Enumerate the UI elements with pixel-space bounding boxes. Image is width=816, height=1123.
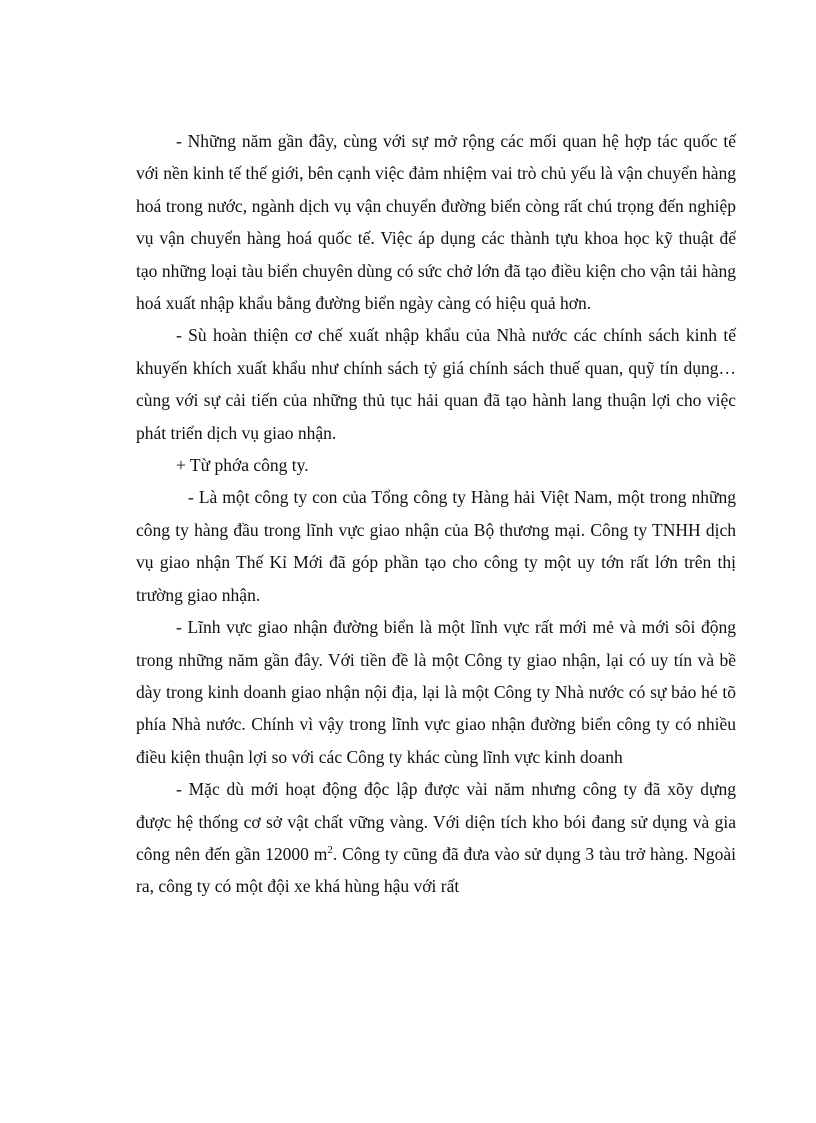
area-unit-superscript: 2 [327,844,333,857]
paragraph-infrastructure-text-before: - Mặc dù mới hoạt động độc lập được vài năm nhưng công ty đã xõy dựng được hệ thống cơ sở vật chất vững vàng. Với diện tích kho bói đang sử dụng và gia công nên đến gần 12000 m [136,779,736,864]
paragraph-infrastructure-text-after: . Công ty cũng đã đưa vào sử dụng 3 tàu trở hàng. Ngoài ra, công ty có một đội xe khá hùng hậu với rất [136,843,736,897]
paragraph-infrastructure [136,773,736,903]
paragraph-subsidiary: - Là một công ty con của Tổng công ty Hàng hải Việt Nam, một trong những công ty hàng đầu trong lĩnh vực giao nhận của Bộ thương mại. Công ty TNHH dịch vụ giao nhận Thế Kỉ Mới đã góp phần tạo cho công ty một uy tớn rất lớn trên thị trường giao nhận. [136,487,736,605]
document-body [136,125,736,903]
paragraph-sea-freight-field: - Lĩnh vực giao nhận đường biển là một lĩnh vực rất mới mẻ và mới sôi động trong những năm gần đây. Với tiền đề là một Công ty giao nhận, lại có uy tín và bề dày trong kinh doanh giao nhận nội địa, lại là một Công ty Nhà nước có sự bảo hé tõ phía Nhà nước. Chính vì vậy trong lĩnh vực giao nhận đường biển công ty có nhiều điều kiện thuận lợi so với các Công ty khác cùng lĩnh vực kinh doanh [136,617,736,767]
paragraph-international-shipping: - Những năm gần đây, cùng với sự mở rộng các mối quan hệ hợp tác quốc tế với nền kinh tế thế giới, bên cạnh việc đảm nhiệm vai trò chủ yếu là vận chuyển hàng hoá trong nước, ngành dịch vụ vận chuyển đường biển còng rất chú trọng đến nghiệp vụ vận chuyển hàng hoá quốc tế. Việc áp dụng các thành tựu khoa học kỹ thuật để tạo những loại tàu biển chuyên dùng có sức chở lớn đã tạo điều kiện cho vận tải hàng hoá xuất nhập khẩu bằng đường biển ngày càng có hiệu quả hơn. [136,131,736,314]
paragraph-company-heading: + Từ phớa công ty. [176,455,309,476]
paragraph-import-export-policy: - Sù hoàn thiện cơ chế xuất nhập khẩu của Nhà nước các chính sách kinh tế khuyến khích xuất khẩu như chính sách tỷ giá chính sách thuế quan, quỹ tín dụng…cùng với sự cải tiến của những thủ tục hải quan đã tạo hành lang thuận lợi cho việc phát triển dịch vụ giao nhận. [136,325,736,443]
